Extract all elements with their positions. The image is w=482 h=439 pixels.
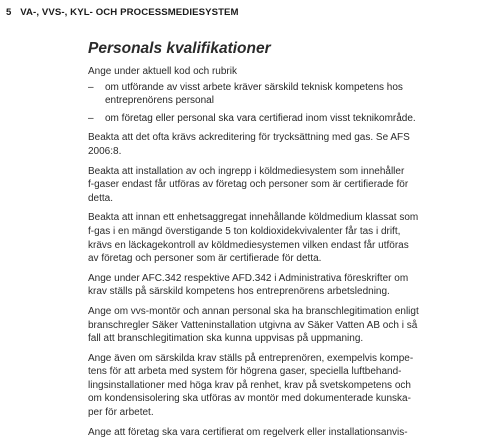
- text-line: Ange att företag ska vara certifierat om regelverk eller installationsanvis-: [88, 426, 408, 438]
- page-header: [6, 7, 239, 18]
- text-line: Beakta att innan ett enhetsaggregat innehållande köldmedium klassat som: [88, 212, 419, 224]
- paragraph-branschlegitimation: [88, 305, 438, 346]
- text-line: av företag och personer som är certifierade för detta.: [88, 253, 322, 265]
- text-line: tens för att arbeta med system för högrena gaser, speciella luftbehand-: [88, 366, 402, 378]
- text-line: Beakta att installation av och ingrepp i köldmediesystem som innehåller: [88, 165, 405, 177]
- document-body: [88, 40, 438, 439]
- page-number: 5: [6, 7, 12, 18]
- text-line: om företag eller personal ska vara certifierad inom visst teknikområde.: [105, 112, 416, 124]
- chapter-title: VA-, VVS-, KYL- OCH PROCESSMEDIESYSTEM: [20, 7, 239, 18]
- text-line: 2006:8.: [88, 145, 122, 157]
- text-line: krävs en läckagekontroll av köldmediesystemen vilken endast får utföras: [88, 239, 409, 251]
- paragraph-afc-afd: [88, 272, 438, 299]
- paragraph-accreditation: [88, 131, 438, 158]
- intro-text: [88, 65, 438, 79]
- text-line: Ange under AFC.342 respektive AFD.342 i Administrativa föreskrifter om: [88, 272, 409, 284]
- text-line: om utförande av visst arbete kräver särskild teknisk kompetens hos: [105, 81, 403, 93]
- text-line: entreprenörens personal: [105, 95, 214, 107]
- text-line: branschregler Säker Vatteninstallation utgivna av Säker Vatten AB och i så: [88, 319, 418, 331]
- bullet-item: [88, 112, 438, 126]
- paragraph-certified-company: [88, 426, 438, 439]
- text-line: f-gas i en mängd överstigande 5 ton koldioxidekvivalenter får tas i drift,: [88, 225, 401, 237]
- text-line: Beakta att det ofta krävs ackreditering för trycksättning med gas. Se AFS: [88, 132, 410, 144]
- text-line: fall att branschlegitimation ska kunna uppvisas på uppmaning.: [88, 333, 364, 345]
- text-line: per för arbetet.: [88, 407, 154, 419]
- text-line: f-gaser endast får utföras av företag och personer som är certifierade för: [88, 179, 409, 191]
- text-line: krav ställs på särskild kompetens hos entreprenörens arbetsledning.: [88, 286, 390, 298]
- section-title: Personals kvalifikationer: [88, 40, 271, 57]
- text-line: Ange även om särskilda krav ställs på entreprenören, exempelvis kompe-: [88, 352, 414, 364]
- dash-marker: –: [88, 112, 94, 124]
- paragraph-f-gas-certification: [88, 165, 438, 206]
- dash-marker: –: [88, 81, 94, 93]
- text-line: om kondensisolering ska utföras av montör med dokumenterade kunska-: [88, 393, 411, 405]
- bullet-item: [88, 81, 438, 108]
- text-line: lingsinstallationer med höga krav på renhet, krav på svetskompetens och: [88, 379, 411, 391]
- paragraph-leak-check: [88, 211, 438, 265]
- text-line: Ange om vvs-montör och annan personal ska ha branschlegitimation enligt: [88, 305, 419, 317]
- paragraph-special-requirements: [88, 352, 438, 420]
- text-line: Ange under aktuell kod och rubrik: [88, 66, 237, 77]
- text-line: detta.: [88, 192, 114, 204]
